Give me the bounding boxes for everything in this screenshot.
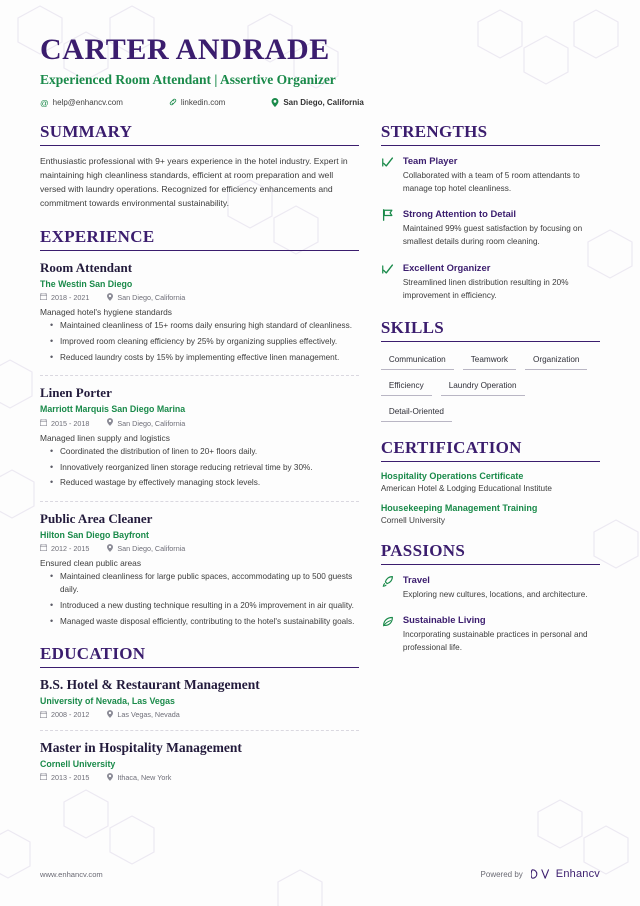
- certification-item: [381, 471, 600, 493]
- certification-item: [381, 503, 600, 525]
- list-item: • Reduced laundry costs by 15% by implementing effective linen management.: [52, 352, 359, 365]
- education-school: University of Nevada, Las Vegas: [40, 696, 175, 707]
- experience-item: [40, 385, 359, 490]
- leaf-icon: [381, 614, 396, 629]
- experience-item: [40, 260, 359, 365]
- section-passions: [381, 541, 600, 654]
- contact-location: [271, 98, 363, 109]
- job-location: [107, 544, 185, 554]
- education-dates: [40, 773, 89, 782]
- list-item: • Introduced a new dusting technique resulting in a 20% improvement in air quality.: [52, 600, 359, 613]
- job-meta: [40, 293, 359, 303]
- section-divider: [40, 145, 359, 146]
- strength-item: [381, 262, 600, 302]
- strengths-title: STRENGTHS: [380, 122, 488, 141]
- strength-title: Excellent Organizer: [402, 261, 491, 273]
- location-icon: [271, 98, 279, 109]
- job-dates: [40, 293, 89, 302]
- powered-by-label: Powered by: [480, 869, 523, 879]
- education-location: [107, 710, 179, 720]
- location-icon: [107, 544, 113, 554]
- headline: Experienced Room Attendant | Assertive Organizer: [40, 71, 336, 87]
- job-description: Managed hotel's hygiene standards: [40, 307, 172, 318]
- education-meta: [40, 710, 359, 720]
- section-divider: [381, 461, 600, 462]
- section-divider: [381, 564, 600, 565]
- job-description: Ensured clean public areas: [40, 558, 142, 569]
- skill-chip: Laundry Operation: [441, 377, 525, 396]
- strength-text: Collaborated with a team of 5 room attendants to manage top hotel cleanliness.: [402, 171, 580, 193]
- skill-chip: Communication: [381, 351, 454, 370]
- education-dates-text: 2013 - 2015: [51, 772, 90, 782]
- skill-chip: Organization: [525, 351, 587, 370]
- list-item: • Improved room cleaning efficiency by 25% by organizing supplies effectively.: [52, 336, 359, 349]
- job-role: Room Attendant: [40, 259, 133, 275]
- job-bullets: [40, 320, 359, 364]
- check-badge-icon: [381, 155, 396, 170]
- job-company: The Westin San Diego: [40, 278, 133, 289]
- contact-row: [40, 98, 600, 109]
- education-meta: [40, 773, 359, 783]
- education-location: [107, 773, 171, 783]
- job-dates-text: 2018 - 2021: [51, 292, 90, 302]
- summary-title: SUMMARY: [40, 122, 133, 141]
- passion-text: Exploring new cultures, locations, and architecture.: [402, 590, 588, 600]
- passion-title: Travel: [402, 574, 430, 586]
- section-divider: [381, 145, 600, 146]
- certification-name: Housekeeping Management Training: [380, 503, 538, 514]
- job-dates-text: 2012 - 2015: [51, 544, 90, 554]
- contact-email[interactable]: [40, 98, 123, 107]
- left-column: [40, 122, 359, 798]
- check-badge-icon: [381, 262, 396, 277]
- strength-text: Maintained 99% guest satisfaction by focusing on smallest details during room cleaning.: [402, 224, 583, 247]
- education-item: [40, 740, 359, 783]
- job-location: [107, 293, 185, 303]
- education-dates: [40, 710, 89, 719]
- rocket-icon: [381, 574, 396, 589]
- calendar-icon: [40, 419, 47, 428]
- job-meta: [40, 544, 359, 554]
- certification-org: Cornell University: [380, 516, 445, 526]
- job-location-text: San Diego, California: [117, 544, 186, 554]
- strength-title: Team Player: [402, 155, 458, 166]
- list-item: • Maintained cleanliness for large public spaces, accommodating up to 500 guests daily.: [52, 571, 359, 596]
- flag-icon: [381, 208, 396, 223]
- job-company: Marriott Marquis San Diego Marina: [40, 404, 186, 415]
- location-icon: [107, 773, 113, 783]
- certification-name: Hospitality Operations Certificate: [380, 471, 524, 482]
- calendar-icon: [40, 711, 47, 720]
- enhancv-mark-icon: [531, 868, 551, 880]
- list-item: • Innovatively reorganized linen storage reducing retrieval time by 30%.: [52, 462, 359, 475]
- passion-item: [381, 574, 600, 602]
- job-role: Public Area Cleaner: [40, 510, 153, 526]
- calendar-icon: [40, 293, 47, 302]
- job-dates: [40, 419, 89, 428]
- job-company: Hilton San Diego Bayfront: [40, 529, 149, 540]
- right-column: [381, 122, 600, 798]
- section-strengths: [381, 122, 600, 302]
- education-location-text: Ithaca, New York: [117, 772, 172, 782]
- email-icon: @: [40, 97, 49, 108]
- job-role: Linen Porter: [40, 385, 112, 401]
- passion-title: Sustainable Living: [402, 613, 486, 625]
- contact-linkedin-text: linkedin.com: [180, 98, 226, 108]
- list-item: • Coordinated the distribution of linen to 20+ floors daily.: [52, 446, 359, 459]
- strength-title: Strong Attention to Detail: [402, 208, 516, 220]
- list-item: • Reduced wastage by effectively managing stock levels.: [52, 477, 359, 490]
- skill-chip: Efficiency: [381, 377, 432, 396]
- education-dates-text: 2008 - 2012: [51, 710, 90, 720]
- footer-branding: [481, 868, 600, 880]
- skills-list: [381, 351, 600, 422]
- summary-text: Enthusiastic professional with 9+ years experience in the hotel industry. Expert in maintaining high cleanliness standards, efficient at room preparation and well versed with laundry operations. Recognized for efficiency enhancements and commitment towards environmental sustainability.: [40, 156, 348, 208]
- section-divider: [40, 667, 359, 668]
- link-icon: [169, 98, 177, 108]
- certification-org: American Hotel & Lodging Educational Institute: [380, 484, 552, 494]
- section-summary: [40, 122, 359, 211]
- certification-title: CERTIFICATION: [380, 438, 522, 458]
- education-item: [40, 677, 359, 720]
- strength-item: [381, 155, 600, 195]
- skill-chip: Teamwork: [463, 351, 516, 370]
- experience-item: [40, 511, 359, 628]
- item-divider: [40, 730, 359, 731]
- brand-name: Enhancv: [555, 868, 600, 880]
- job-bullets: [40, 571, 359, 628]
- calendar-icon: [40, 773, 47, 782]
- job-meta: [40, 418, 359, 428]
- location-icon: [107, 418, 113, 428]
- page-title: CARTER ANDRADE: [40, 33, 330, 66]
- list-item: • Maintained cleanliness of 15+ rooms daily ensuring high standard of cleanliness.: [52, 320, 359, 333]
- list-item: • Managed waste disposal efficiently, contributing to the hotel's sustainability goals.: [52, 616, 359, 629]
- item-divider: [40, 375, 359, 376]
- education-school: Cornell University: [40, 758, 116, 769]
- job-dates-text: 2015 - 2018: [51, 418, 90, 428]
- strength-text: Streamlined linen distribution resulting in 20% improvement in efficiency.: [402, 277, 569, 300]
- education-location-text: Las Vegas, Nevada: [117, 710, 180, 720]
- calendar-icon: [40, 544, 47, 553]
- section-divider: [381, 341, 600, 342]
- footer-url[interactable]: www.enhancv.com: [40, 869, 103, 879]
- contact-location-text: San Diego, California: [283, 98, 364, 108]
- item-divider: [40, 501, 359, 502]
- job-bullets: [40, 446, 359, 490]
- section-skills: [381, 318, 600, 422]
- section-experience: [40, 227, 359, 629]
- passions-title: PASSIONS: [380, 541, 466, 561]
- resume-header: [40, 34, 600, 108]
- job-location-text: San Diego, California: [117, 292, 186, 302]
- location-icon: [107, 293, 113, 303]
- section-education: [40, 644, 359, 782]
- experience-title: EXPERIENCE: [40, 226, 155, 246]
- page-footer: [0, 868, 640, 880]
- brand-logo: [531, 868, 600, 880]
- job-location-text: San Diego, California: [117, 418, 186, 428]
- job-dates: [40, 544, 89, 553]
- passion-text: Incorporating sustainable practices in personal and professional life.: [402, 629, 588, 652]
- job-location: [107, 418, 185, 428]
- location-icon: [107, 710, 113, 720]
- job-description: Managed linen supply and logistics: [40, 432, 170, 443]
- strength-item: [381, 208, 600, 248]
- education-degree: B.S. Hotel & Restaurant Management: [40, 677, 260, 693]
- section-divider: [40, 250, 359, 251]
- passion-item: [381, 614, 600, 654]
- contact-email-text: help@enhancv.com: [52, 98, 123, 108]
- skills-title: SKILLS: [380, 318, 445, 338]
- education-degree: Master in Hospitality Management: [40, 739, 242, 755]
- contact-linkedin[interactable]: [169, 98, 225, 108]
- skill-chip: Detail-Oriented: [381, 403, 452, 422]
- education-title: EDUCATION: [40, 644, 146, 664]
- section-certification: [381, 438, 600, 525]
